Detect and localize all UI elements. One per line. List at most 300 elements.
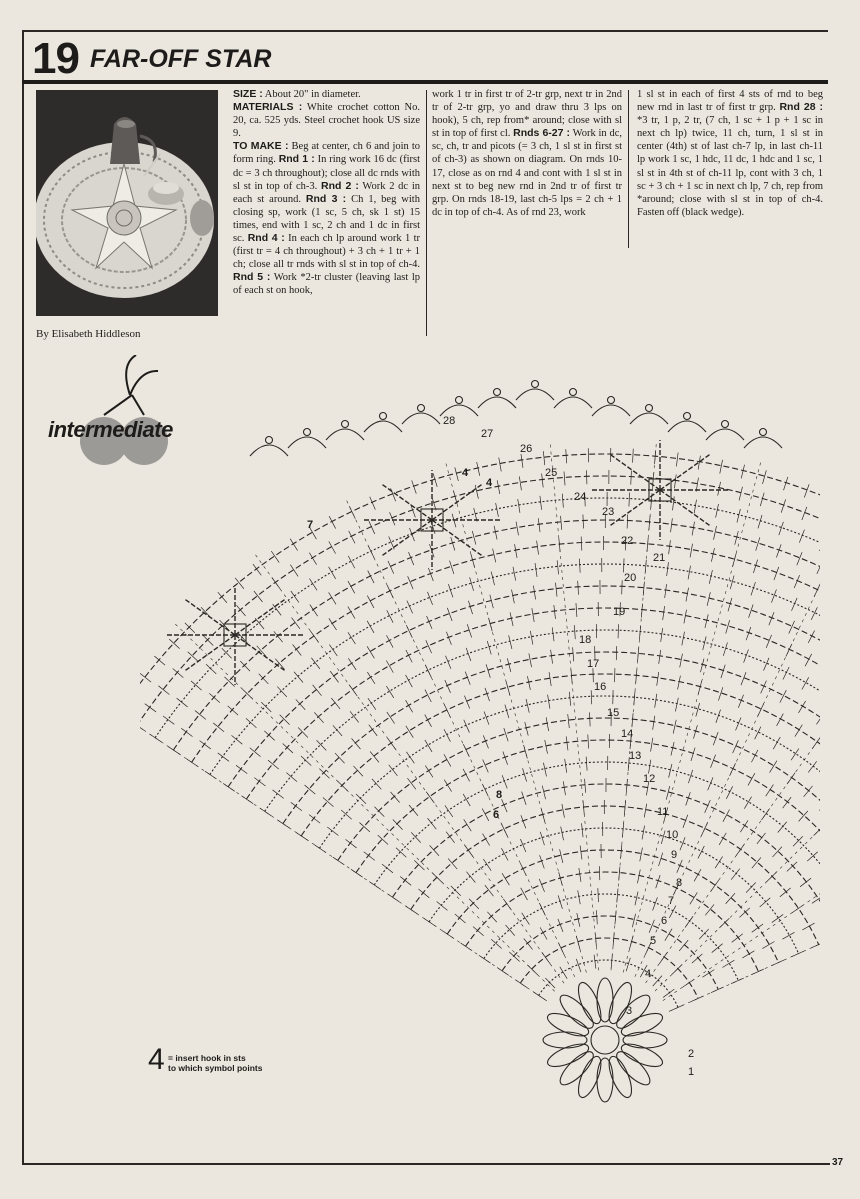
stitch-mark [525,722,528,736]
rnd5-text: Work *2-tr cluster (leaving last lp of each st on hook, [233,272,420,297]
stitch-mark [716,710,721,723]
stitch-mark [649,760,651,774]
stitch-mark [533,586,535,600]
round-number-label: 14 [621,728,634,740]
radial-spoke [663,702,820,1000]
stitch-mark [709,570,712,584]
stitch-mark [253,564,261,575]
stitch-mark [673,720,676,734]
center-petal [612,1047,654,1089]
stitch-mark [698,456,700,470]
stitch-mark [751,582,755,595]
round-number-label: 24 [574,491,587,503]
rnd2-label: Rnd 2 : [321,179,359,192]
text-column-3 [637,88,823,219]
stitch-mark [793,836,803,846]
rnd1-text: In ring work 16 dc (first dc = 3 ch throughout); close all dc rnds with sl st in top of ch-3. [233,154,420,192]
stitch-mark [386,661,393,673]
round-number-label: 2 [688,1048,695,1060]
rnd4-text: In each ch lp around work 1 tr (first tr = 4 ch throughout) + 3 ch + 1 tr + 1 ch; close all tr rnds with sl st in top of ch-4. [233,233,420,271]
materials-paragraph [233,101,420,140]
stitch-mark [236,605,245,616]
stitch-mark [154,656,165,665]
center-petal [612,991,654,1033]
stitch-mark [296,699,305,709]
stitch-mark [819,800,820,810]
rnds6-27-text: Work in dc, sc, ch, tr and picots (= 3 ch, 1 sl st in first st of ch-3) as shown on diagram. On rnds 10-17, close as on rnd 4 and cont with 1 sl st in next st to beg new rnd in 2nd tr of first tr grp. On rnds 18-19, last ch-5 lps = 2 ch + 1 dc in top of ch-4. As of rnd 23, work [432,128,622,218]
stitch-mark [329,567,336,579]
stitch-mark [626,958,630,971]
stitch-mark [169,639,179,648]
scallop [706,429,744,440]
stitch-mark [657,672,659,686]
star-arm [383,485,432,520]
stitch-mark [372,779,381,789]
scallop [516,389,554,400]
stitch-mark [505,705,509,718]
stitch-mark [446,656,451,669]
scallop [250,445,288,456]
rnd1-label: Rnd 1 : [278,153,315,166]
stitch-mark [557,560,558,574]
stitch-mark [566,449,567,463]
legend-line-2: to which symbol points [168,1063,263,1073]
stitch-mark [341,810,352,819]
stitch-mark [264,731,274,740]
stitch-mark [507,658,510,672]
stitch-mark [690,544,692,558]
stitch-mark [209,693,220,702]
stitch-mark [502,775,507,788]
stitch-mark [783,797,792,808]
stitch-mark [705,614,708,628]
stitch-mark [792,598,798,611]
stitch-mark [586,757,587,771]
scallop [592,405,630,416]
stitch-mark [661,628,663,642]
stitch-mark [774,567,779,580]
stitch-mark [817,561,820,574]
round-number-label: 19 [613,606,626,618]
to-make-label: TO MAKE : [233,140,289,153]
rnds6-27-label: Rnds 6-27 : [513,127,571,140]
stitch-mark [277,687,287,697]
stitch-mark [564,471,565,485]
stitch-mark [513,567,516,581]
stitch-mark [715,856,723,868]
round-number-label: 1 [688,1066,695,1078]
rnd28-label: Rnd 28 : [779,101,823,114]
stitch-mark [713,732,718,745]
picot [418,405,425,412]
stitch-mark [542,786,545,800]
stitch-mark [795,725,802,737]
stitch-mark [718,482,721,496]
stitch-mark [561,516,562,530]
stitch-mark [254,778,265,786]
picot [608,397,615,404]
text-column-1 [233,88,420,298]
stitch-mark [539,879,544,892]
star-arm [611,490,660,525]
stitch-mark [746,883,756,893]
stitch-mark [666,786,669,800]
stitch-mark [812,896,820,904]
stitch-mark [671,742,674,756]
crochet-diagram [140,330,820,1160]
rnd2-text: Work 2 dc in each st around. [233,180,420,205]
stitch-mark [228,706,238,715]
stitch-mark [684,610,687,624]
stitch-mark [231,735,242,744]
stitch-mark [726,620,730,633]
stitch-mark [703,970,715,978]
stitch-mark [690,892,697,904]
stitch-mark [519,476,521,490]
stitch-mark [653,976,662,986]
stitch-mark [752,924,763,932]
stitch-mark [583,514,584,528]
size-label: SIZE : [233,88,263,100]
rnd3-label: Rnd 3 : [305,192,347,205]
stitch-mark [635,892,638,906]
stitch-mark [693,725,697,738]
stitch-mark [446,832,454,843]
size-text: About 20" in diameter. [262,89,361,100]
stitch-mark [651,738,653,752]
stitch-mark [335,753,345,763]
stitch-mark [555,583,557,597]
round-number-label: 8 [676,877,683,889]
stitch-mark [493,549,496,563]
stitch-mark [680,654,683,668]
stitch-mark [523,768,527,781]
round-number-label: 11 [657,806,669,818]
stitch-mark [473,927,484,936]
stitch-mark [468,601,472,614]
stitch-mark [562,494,563,508]
stitch-mark [496,503,499,517]
stitch-mark [367,596,374,608]
stitch-mark [545,978,555,988]
stitch-mark [448,584,453,597]
page-number: 37 [832,1157,844,1168]
stitch-mark [291,591,299,602]
stitch-mark [224,677,234,687]
stitch-mark [591,690,592,704]
stitch-mark [512,590,515,604]
stitch-mark [491,939,501,948]
stitch-mark [470,577,474,590]
stitch-mark [487,912,496,922]
stitch-mark [735,531,739,545]
stitch-mark [301,756,311,766]
stitch-mark [173,668,184,677]
stitch-mark [206,664,216,674]
stitch-mark [692,954,702,963]
radial-spoke [550,443,599,971]
round-arc [301,674,820,891]
stitch-mark [663,989,674,997]
center-petal [597,1058,613,1102]
star-arm [383,520,432,555]
picot [532,381,539,388]
stitch-mark [669,764,672,778]
center-ring [591,1026,619,1054]
stitch-mark [661,830,665,843]
stitch-mark [773,737,780,749]
star-arm [235,635,284,670]
stitch-mark [551,650,553,664]
stitch-mark [737,509,740,523]
stitch-mark [407,601,413,614]
stitch-mark [309,815,320,823]
round-number-label: 18 [579,634,592,646]
stitch-mark [659,853,663,866]
column-rule-1 [426,90,427,336]
picot [722,421,729,428]
stitch-mark [388,561,394,574]
round-number-label: 28 [443,415,456,427]
stitch-mark [532,608,534,622]
stitch-mark [669,540,671,554]
stitch-mark [642,826,645,840]
stitch-mark [314,712,323,722]
round-number-label: 9 [671,849,678,861]
star-arm [186,635,235,670]
stitch-mark [655,694,657,708]
stitch-mark [686,588,689,602]
stitch-mark [561,827,564,841]
stitch-mark [739,487,742,501]
stitch-mark [783,667,789,680]
round-arc [539,960,678,1007]
picot [760,429,767,436]
stitch-mark [526,699,529,713]
stitch-mark [582,823,584,837]
round-number-label: 16 [594,681,607,693]
stitch-mark [444,780,451,792]
stitch-mark [261,702,271,712]
stitch-mark [274,631,283,642]
stitch-mark [393,820,403,830]
stitch-mark [675,698,678,712]
stitch-mark [714,526,717,540]
stitch-mark [506,925,515,936]
stitch-mark [627,514,628,528]
stitch-mark [451,537,455,550]
scallop [478,397,516,408]
picot [684,413,691,420]
stitch-mark [726,786,732,799]
stitch-mark [309,579,317,591]
symbol-mark-label: 4 [462,467,469,479]
stitch-mark [579,559,580,573]
stitch-mark [588,734,589,748]
stitch-mark [329,516,336,528]
radial-spoke [635,497,820,976]
stitch-mark [418,889,429,898]
stitch-mark [581,537,582,551]
stitch-mark [558,895,562,908]
round-arc [140,476,820,810]
stitch-mark [329,645,337,656]
rnd5-label: Rnd 5 : [233,271,271,284]
stitch-mark [808,761,816,772]
stitch-mark [374,807,384,817]
stitch-mark [542,474,544,488]
stitch-mark [537,541,539,555]
stitch-mark [699,929,709,939]
stitch-mark [286,773,297,782]
stitch-mark [477,462,480,476]
skill-level-label: intermediate [48,417,173,442]
stitch-mark [455,914,466,923]
rnd4-label: Rnd 4 : [247,232,285,245]
picot [304,429,311,436]
stitch-mark [799,530,804,543]
stitch-mark [499,458,502,472]
stitch-mark [329,618,337,630]
stitch-mark [406,752,414,764]
round-arc [173,520,820,828]
round-number-label: 26 [520,443,533,455]
stitch-mark [565,759,567,773]
stitch-mark [663,606,665,620]
stitch-mark [814,826,820,836]
stitch-mark [762,470,766,483]
symbol-mark-label: 7 [307,519,314,531]
column-rule-2 [628,90,629,248]
stitch-mark [732,934,743,943]
stitch-mark [543,763,546,777]
stitch-mark [548,695,550,709]
round-arc [319,696,820,900]
radial-spoke [646,551,820,983]
stitch-mark [731,869,740,880]
stitch-mark [273,604,281,615]
stitch-mark [236,765,247,773]
radial-spoke [346,499,575,977]
round-arc [283,652,820,882]
stitch-mark [739,908,749,917]
stitch-mark [545,740,548,754]
stitch-mark [669,906,676,918]
stitch-mark [390,512,395,525]
stitch-mark [781,499,785,512]
stitch-mark [578,581,579,595]
stitch-mark [577,913,580,927]
stitch-mark [333,725,342,736]
stitch-mark [758,515,762,528]
radial-spoke [669,795,820,1011]
stitch-mark [293,645,302,656]
stitch-mark [723,642,727,655]
radial-spoke [140,705,547,1001]
stitch-mark [451,886,461,896]
picot [342,421,349,428]
stitch-mark [538,518,540,532]
stitch-mark [696,703,700,716]
stitch-mark [802,923,814,930]
stitch-mark [772,914,783,922]
rnd3-text: Ch 1, beg with closing sp, work (1 sc, 5 ch, sk 1 st) 15 times, end with 1 sc, 2 ch and 1 dc in first sc. [233,193,420,245]
materials-label: MATERIALS : [233,101,303,114]
stitch-mark [188,652,198,662]
to-make-text: Beg at center, ch 6 and join to form ring. [233,141,420,166]
stitch-mark [469,899,479,909]
round-arc [265,630,820,873]
stitch-mark [574,625,575,639]
scallop [288,437,326,448]
center-petal [556,1047,598,1089]
stitch-mark [578,890,581,904]
stitch-mark [516,522,518,536]
stitch-mark [692,522,694,536]
stitch-mark [694,500,696,514]
stitch-mark [483,859,491,871]
stitch-mark [805,654,812,666]
stitch-mark [400,877,411,886]
stitch-mark [653,716,655,730]
stitch-mark [760,493,764,506]
center-petal [543,1032,587,1048]
stitch-mark [540,832,544,845]
radial-spoke [445,462,586,973]
stitch-mark [736,717,741,730]
stitch-mark [466,872,475,883]
stitch-mark [730,576,734,589]
round-arc [338,718,820,909]
stitch-mark [185,623,195,633]
final-instructions [637,88,823,219]
stitch-mark [510,612,513,626]
stitch-mark [482,809,489,821]
stitch-mark [644,804,646,818]
stitch-mark [667,562,669,576]
stitch-mark [283,743,293,752]
round-arc [246,608,820,864]
stitch-mark [368,698,376,710]
stitch-mark [145,704,156,712]
stitch-mark [319,769,329,779]
round-number-label: 12 [643,773,656,785]
stitch-mark [711,548,714,562]
stitch-mark [720,460,723,474]
stitch-mark [370,497,376,510]
stitch-mark [521,454,523,468]
stitch-mark [530,631,533,645]
stitch-mark [181,728,192,736]
stitch-mark [527,676,530,690]
stitch-mark [222,648,232,658]
stitch-mark [524,939,533,950]
stitch-mark [529,653,532,667]
scallop [402,413,440,424]
stitch-mark [518,499,520,513]
round-number-label: 4 [645,968,652,980]
stitch-mark [637,870,640,884]
stitch-mark [623,558,624,572]
stitch-mark [549,672,551,686]
stitch-mark [631,471,632,485]
stitch-mark [622,580,623,594]
stitch-mark [585,779,586,793]
round-number-label: 10 [666,829,679,841]
stitch-mark [177,698,188,707]
stitch-mark [455,467,459,481]
picot [380,413,387,420]
